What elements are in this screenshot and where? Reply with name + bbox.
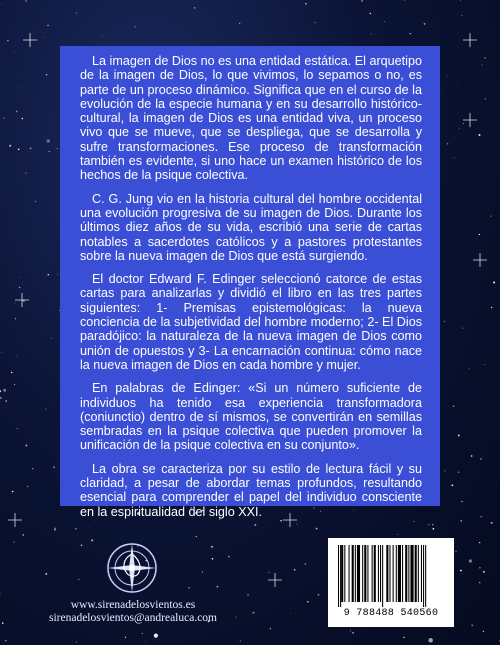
star [58,274,59,275]
barcode-bar [380,545,381,602]
star [444,321,445,322]
star [30,147,32,149]
publisher-website[interactable]: www.sirenadelosvientos.es [70,599,196,611]
barcode-bar [423,545,424,607]
barcode-bar [415,545,417,602]
star [18,148,20,150]
star [75,528,77,530]
star [460,0,461,1]
star [469,559,472,562]
star [25,172,26,173]
star [211,546,213,548]
star [154,634,158,638]
star [451,484,453,486]
star [188,587,190,589]
star [485,57,486,58]
star [461,15,462,16]
star [0,397,2,399]
star [305,3,307,5]
star [432,524,433,525]
star [27,486,29,488]
star [194,7,195,8]
barcode-bar [418,545,419,602]
star [433,528,435,530]
star [371,33,372,34]
star [54,529,56,531]
star [481,516,482,517]
star [479,134,481,136]
star [102,35,103,36]
star [424,23,426,25]
star [2,622,4,624]
star [456,86,457,87]
barcode-bar [410,545,413,602]
star [16,111,18,113]
star [14,384,15,385]
star [17,428,18,429]
star [44,37,45,38]
star [15,303,16,304]
star-glint [8,513,22,527]
star [89,526,90,527]
star [25,0,27,2]
star [78,579,79,580]
star [22,118,24,120]
star [5,400,7,402]
star [462,328,463,329]
star [316,528,318,530]
star [51,338,52,339]
star [76,12,77,13]
star [404,0,405,1]
barcode-bar [402,545,403,602]
star [484,364,485,365]
barcode-bar [367,545,368,602]
blurb-paragraph-1: La imagen de Dios no es una entidad estática. El arquetipo de la imagen de Dios, lo que vivimos, lo sepamos o no, es parte de un proceso dinámico. Significa que en el curso de la evolución de la especie humana y en su desarrollo histórico-cultural, la imagen de Dios es una entidad viva, un proceso vivo que se mueve, que se despliega, que se desarrolla y sufre transformaciones. Ese proceso de transformación también es evidente, si uno hace un examen histórico de los hechos de la psique colectiva. [80,54,422,183]
star [76,642,77,643]
barcode-bar [393,545,394,602]
barcode-bar [389,545,390,602]
barcode-bar [364,545,366,602]
barcode-bar [398,545,401,602]
star [305,564,306,565]
star [217,586,219,588]
star [428,638,433,643]
publisher-email[interactable]: sirenadelosvientos@andrealuca.com [48,612,217,624]
star [18,87,19,88]
star [49,151,50,152]
star [471,455,473,457]
star-glint [15,293,29,307]
star [447,143,449,145]
star [81,544,83,546]
star [125,637,126,638]
star [280,520,282,522]
barcode-bar [357,545,360,602]
star [53,466,55,468]
star [5,640,7,642]
star [454,157,455,158]
star [48,274,50,276]
barcode-bar [408,545,409,602]
star [481,64,482,65]
barcode-bar [405,545,407,602]
star [290,613,291,614]
star [483,631,484,632]
barcode-bars [334,545,448,607]
star [479,542,481,544]
star-glint [463,33,477,47]
star [458,434,460,436]
star [479,234,480,235]
star [54,527,55,528]
barcode-bar [386,545,388,602]
star [270,628,271,629]
star [35,201,36,202]
star [0,390,1,392]
star [444,470,445,471]
barcode-bar [372,545,373,602]
star [410,33,411,34]
star [460,570,462,572]
star [32,468,33,469]
star [479,582,480,583]
barcode-bar [425,545,426,607]
star [142,633,143,634]
star [247,594,249,596]
star [240,640,241,641]
star [11,372,12,373]
barcode-bar [338,545,339,607]
star [17,355,18,356]
barcode-digits: 9 788488 540560 [343,608,439,619]
star [403,637,404,638]
star [453,405,455,407]
blurb-paragraph-3: El doctor Edward F. Edinger seleccionó catorce de estas cartas para analizarlas y dividió el libro en las tres partes siguientes: 1- Premisas epistemológicas: la nueva conciencia de la subjetividad del hombre moderno; 2- El Dios paradójico: la naturaleza de la nueva imagen de Dios como unión de opuestos y 3- La encarnación continua: cómo nace la nueva imagen de Dios en cada hombre y mujer. [80,272,422,372]
blurb-paragraph-5: La obra se caracteriza por su estilo de lectura fácil y su claridad, a pesar de abordar temas profundos, resultando esencial para comprender el papel del individuo consciente en la espiritualidad del siglo XXI. [80,461,422,519]
star [3,389,6,392]
barcode-bar [355,545,356,602]
barcode-bar [349,545,350,602]
star [7,40,9,42]
star [461,520,462,521]
star [413,521,414,522]
star-glint [463,113,477,127]
barcode-bar [362,545,363,602]
star-glint [268,573,282,587]
star [297,524,298,525]
barcode-bar [421,545,422,602]
star [196,536,197,537]
star [253,612,255,614]
star [269,572,270,573]
isbn-barcode [328,538,454,627]
barcode-bar [352,545,354,602]
star [9,145,11,147]
barcode-bar [340,545,341,607]
barcode-bar [374,545,376,602]
star [134,26,135,27]
star [202,572,203,573]
blurb-paragraph-4: En palabras de Edinger: «Si un número suficiente de individuos ha tenido esa experiencia transformadora (coniunctio) dentro de sí mismos, se convertirán en semillas sembradas en la psique colectiva que pueden promover la unificación de la psique colectiva en su conjunto». [80,381,422,453]
star-glint [473,253,487,267]
star [23,534,24,535]
star [91,539,93,541]
star [483,571,485,573]
barcode-bar [396,545,397,602]
star [46,74,47,75]
star [12,491,14,493]
star [469,368,470,369]
star [239,23,240,24]
star [428,524,429,525]
star [471,624,473,626]
back-cover-blurb [60,46,440,519]
star [307,601,309,603]
star [384,21,385,22]
star [57,148,58,149]
star [463,123,464,124]
star [370,13,371,14]
star [145,641,146,642]
star [397,534,398,535]
star [2,4,3,5]
star [212,558,214,560]
barcode-bar [341,545,343,602]
star [315,22,316,23]
star [318,594,320,596]
star [459,128,460,129]
star [490,215,491,216]
star [493,282,495,284]
star [19,287,20,288]
star [26,445,28,447]
barcode-bar [344,545,345,602]
star-glint [23,33,37,47]
star [491,522,493,524]
star [491,307,492,308]
sirena-de-los-vientos-logo-icon [100,538,164,598]
star [461,501,462,502]
star [350,630,351,631]
star [1,352,2,353]
star [334,632,335,633]
star [447,76,448,77]
barcode-bar [378,545,379,602]
star [352,632,354,634]
star [3,118,4,119]
star [47,25,49,27]
star [480,458,482,460]
star [15,52,16,53]
barcode-bar [382,545,383,607]
star [15,318,16,319]
star [361,0,363,2]
star [47,139,50,142]
star [294,569,296,571]
star [19,277,20,278]
star [455,551,456,552]
star [479,567,481,569]
star [45,408,46,409]
star [14,542,15,543]
star [458,471,460,473]
star [474,615,475,616]
blurb-paragraph-2: C. G. Jung vio en la historia cultural del hombre occidental una evolución progresiva de su imagen de Dios. Durante los últimos diez años de su vida, escribió una serie de cartas notables a sacerdotes católicos y a pastores protestantes sobre la nueva imagen de Dios que está surgiendo. [80,191,422,263]
star [228,556,229,557]
star [45,573,47,575]
star [485,98,486,99]
star [254,524,256,526]
